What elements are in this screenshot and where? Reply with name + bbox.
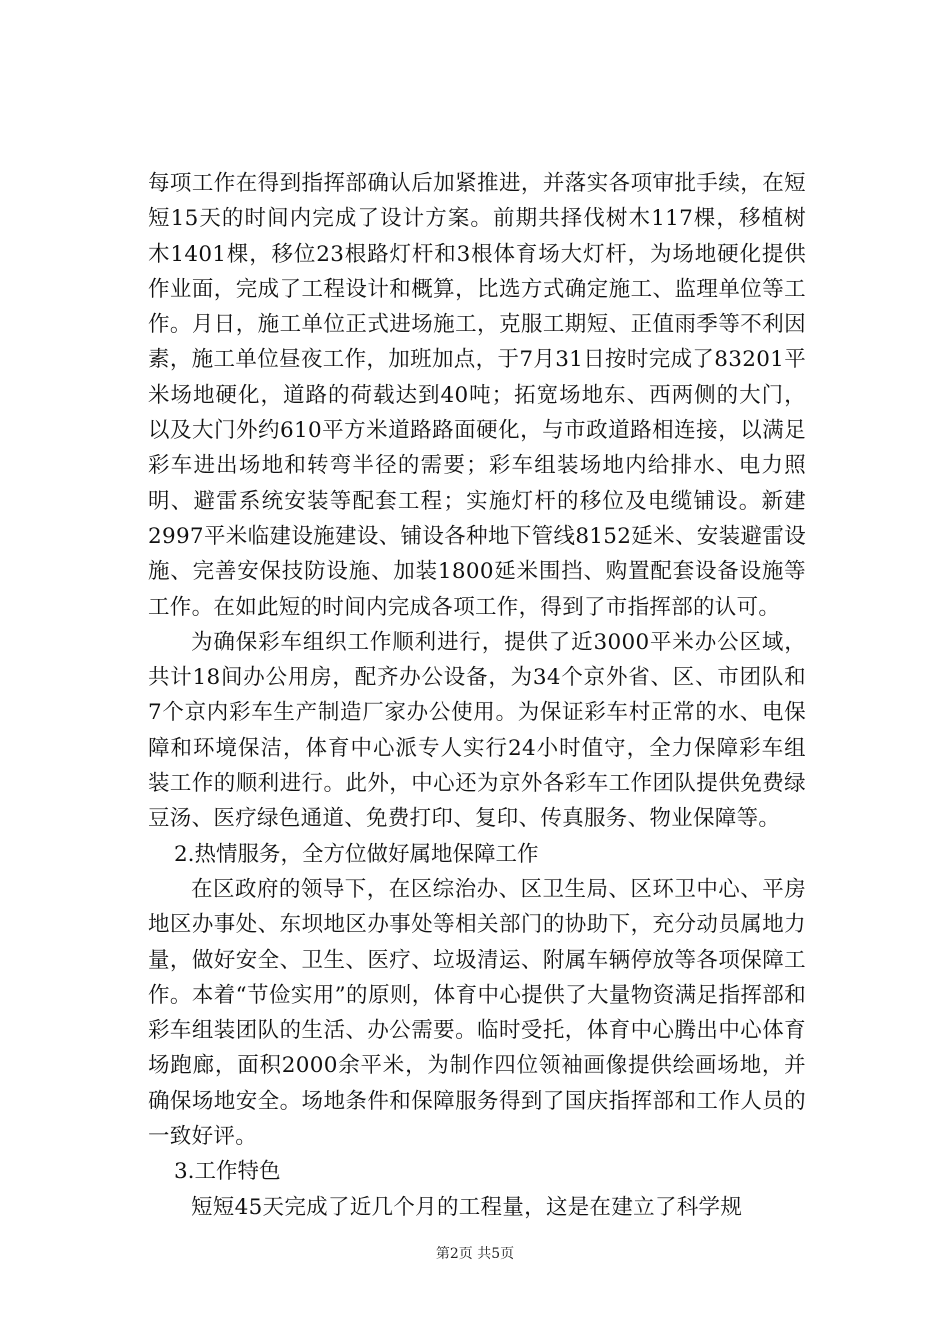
paragraph-site-construction: 每项工作在得到指挥部确认后加紧推进，并落实各项审批手续，在短短15天的时间内完成了设计方案。前期共择伐树木117棵，移植树木1401棵，移位23根路灯杆和3根体育场大灯杆，为场地硬化提供作业面，完成了工程设计和概算，比选方式确定施工、监理单位等工作。月日，施工单位正式进场施工，克服工期短、正值雨季等不利因素，施工单位昼夜工作，加班加点，于7月31日按时完成了83201平米场地硬化，道路的荷载达到40吨；拓宽场地东、西两侧的大门，以及大门外约610平方米道路路面硬化，与市政道路相连接，以满足彩车进出场地和转弯半径的需要；彩车组装场地内给排水、电力照明、避雷系统安装等配套工程；实施灯杆的移位及电缆铺设。新建2997平米临建设施建设、铺设各种地下管线8152延米、安装避雷设施、完善安保技防设施、加装1800延米围挡、购置配套设备设施等工作。在如此短的时间内完成各项工作，得到了市指挥部的认可。 xyxy=(148,171,806,620)
paragraph-office-support: 为确保彩车组织工作顺利进行，提供了近3000平米办公区域，共计18间办公用房，配齐办公设备，为34个京外省、区、市团队和7个京内彩车生产制造厂家办公使用。为保证彩车村正常的水、电保障和环境保洁，体育中心派专人实行24小时值守，全力保障彩车组装工作的顺利进行。此外，中心还为京外各彩车工作团队提供免费绿豆汤、医疗绿色通道、免费打印、复印、传真服务、物业保障等。 xyxy=(148,629,806,832)
paragraph-features-start: 短短45天完成了近几个月的工程量，这是在建立了科学规 xyxy=(191,1194,743,1220)
paragraph-local-support: 在区政府的领导下，在区综治办、区卫生局、区环卫中心、平房地区办事处、东坝地区办事处等相关部门的协助下，充分动员属地力量，做好安全、卫生、医疗、垃圾清运、附属车辆停放等各项保障工作。本着“节俭实用”的原则，体育中心提供了大量物资满足指挥部和彩车组装团队的生活、办公需要。临时受托，体育中心腾出中心体育场跑廊，面积2000余平米，为制作四位领袖画像提供绘画场地，并确保场地安全。场地条件和保障服务得到了国庆指挥部和工作人员的一致好评。 xyxy=(148,876,806,1150)
section-heading-features: 3.工作特色 xyxy=(174,1159,281,1185)
section-heading-service: 2.热情服务，全方位做好属地保障工作 xyxy=(174,841,539,867)
document-body xyxy=(148,166,806,1225)
page-number-footer: 第2页 共5页 xyxy=(435,1246,515,1262)
